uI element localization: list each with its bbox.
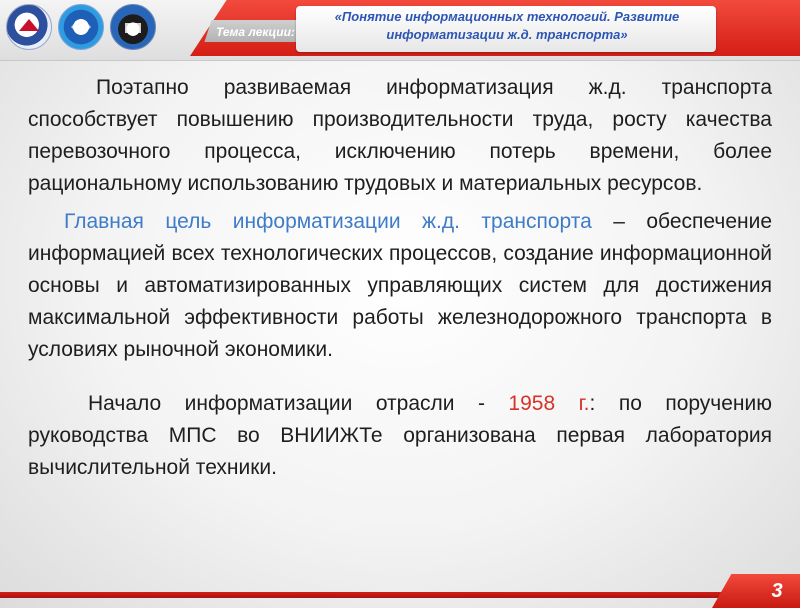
year-highlight: 1958 г. [508,392,590,415]
lecture-label: Тема лекции: [216,25,295,39]
logo-group [6,4,156,48]
paragraph-3 [28,388,772,484]
paragraph-1: Поэтапно развиваемая информатизация ж.д. транспорта способствует повышению производительности труда, росту качества перевозочного процесса, исключению потерь времени, более рациональному использованию трудовых и материальных ресурсов. [28,76,772,195]
main-goal-text: – обеспечение информацией всех технологических процессов, создание информационной основы и автоматизированных управляющих систем для достижения максимальной эффективности работы железнодорожного транспорта в условиях рыночной экономики. [28,210,773,361]
history-start-text: Начало информатизации отрасли - [88,392,509,415]
university-logo [6,4,52,50]
main-goal-highlight: Главная цель информатизации ж.д. транспорта [64,210,592,233]
page-number: 3 [771,580,783,602]
slide-content [28,72,772,484]
railway-logo [110,4,156,50]
history-rest-text: : по поручению руководства МПС во ВНИИЖТе организована первая лаборатория вычислительной техники. [28,392,773,479]
institute-logo [58,4,104,50]
paragraph-2 [28,206,772,366]
lecture-title: «Понятие информационных технологий. Развитие информатизации ж.д. транспорта» [334,9,680,42]
footer-strip [0,592,800,598]
